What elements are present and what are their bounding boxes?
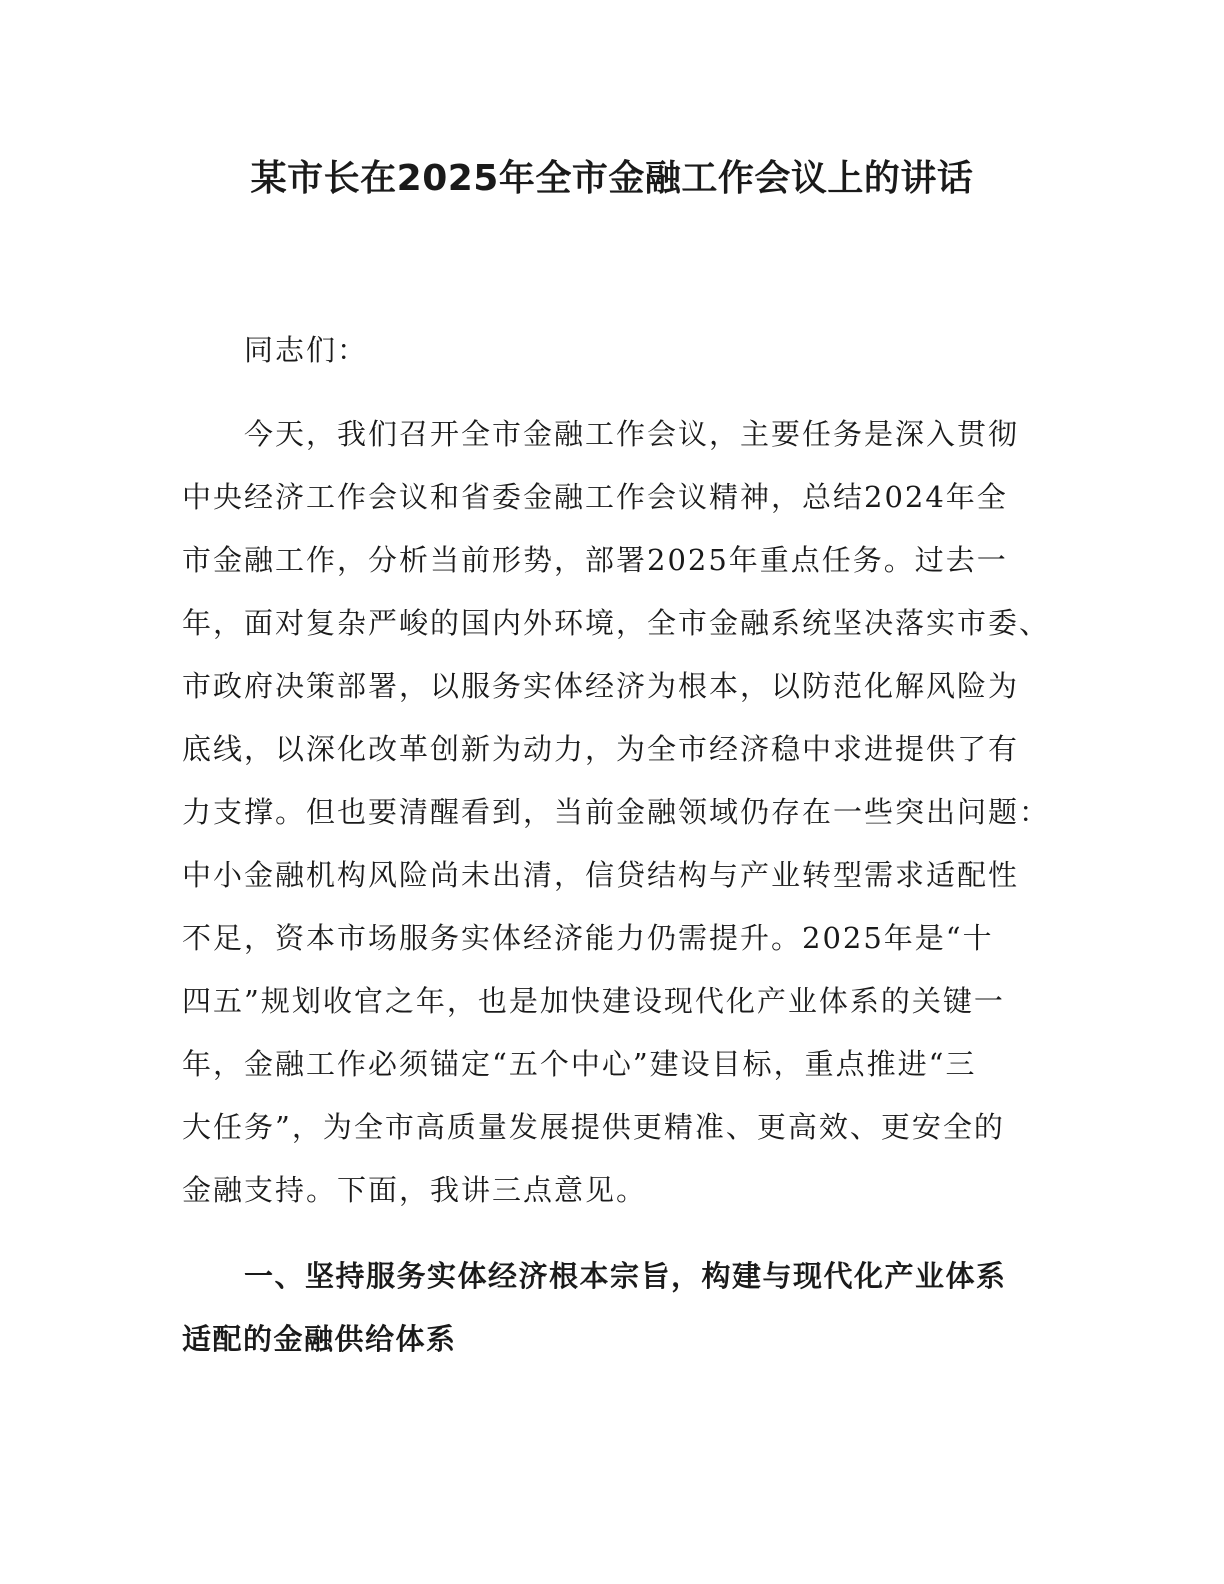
salutation: 同志们： <box>244 333 369 367</box>
paragraph-line: 大任务”，为全市高质量发展提供更精准、更高效、更安全的 <box>182 1110 1005 1144</box>
paragraph-line: 市金融工作，分析当前形势，部署2025年重点任务。过去一 <box>182 543 1008 577</box>
paragraph-line: 中央经济工作会议和省委金融工作会议精神，总结2024年全 <box>182 480 1008 514</box>
paragraph-line: 年，金融工作必须锚定“五个中心”建设目标，重点推进“三 <box>182 1047 977 1081</box>
paragraph-line: 不足，资本市场服务实体经济能力仍需提升。2025年是“十 <box>182 921 994 955</box>
paragraph-line: 四五”规划收官之年，也是加快建设现代化产业体系的关键一 <box>182 984 1005 1018</box>
document-title: 某市长在2025年全市金融工作会议上的讲话 <box>250 158 974 199</box>
paragraph-line: 力支撑。但也要清醒看到，当前金融领域仍存在一些突出问题： <box>182 795 1051 829</box>
paragraph-line: 年，面对复杂严峻的国内外环境，全市金融系统坚决落实市委、 <box>182 606 1051 640</box>
paragraph-line: 中小金融机构风险尚未出清，信贷结构与产业转型需求适配性 <box>182 858 1020 892</box>
paragraph-line: 今天，我们召开全市金融工作会议，主要任务是深入贯彻 <box>244 417 1020 451</box>
paragraph-line: 市政府决策部署，以服务实体经济为根本，以防范化解风险为 <box>182 669 1020 703</box>
section-heading-line: 适配的金融供给体系 <box>182 1322 457 1356</box>
section-heading-line: 一、坚持服务实体经济根本宗旨，构建与现代化产业体系 <box>244 1259 1007 1293</box>
paragraph-line: 底线，以深化改革创新为动力，为全市经济稳中求进提供了有 <box>182 732 1020 766</box>
paragraph-line: 金融支持。下面，我讲三点意见。 <box>182 1173 648 1207</box>
